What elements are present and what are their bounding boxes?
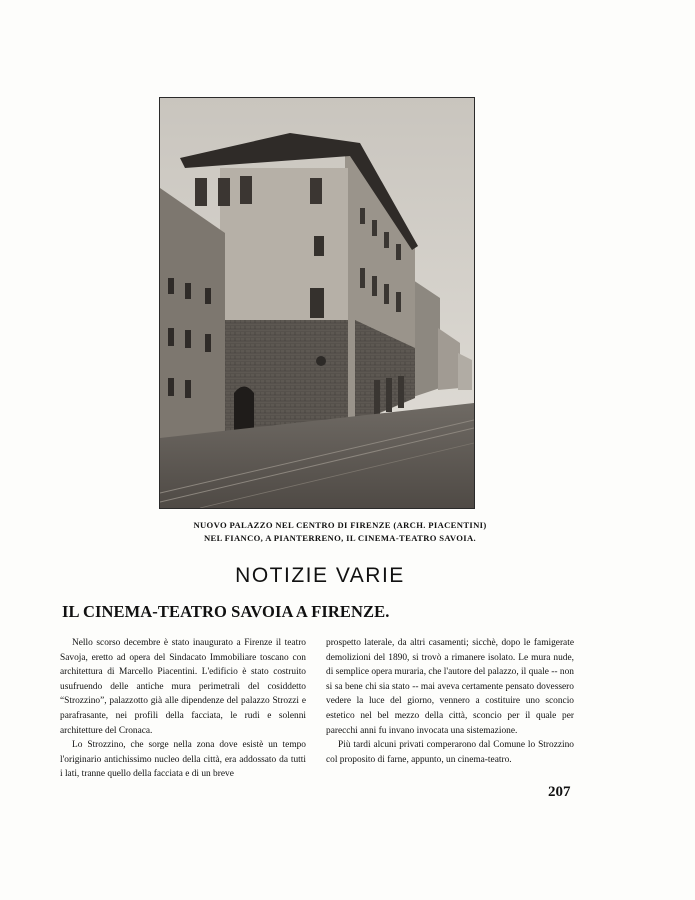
photo-caption [120,519,560,545]
right-paragraph-2: Più tardi alcuni privati comperarono dal Comune lo Strozzino col proposito di farne, appunto, un cinema-teatro. [326,740,574,765]
page-number: 207 [548,784,571,800]
building-photo [159,97,475,509]
left-paragraph-2: Lo Strozzino, che sorge nella zona dove esistè un tempo l'originario antichissimo nucleo della città, era addossato da tutti i lati, tranne quello della facciata e di un breve [60,740,306,780]
section-title: NOTIZIE VARIE [235,564,405,587]
article-title: IL CINEMA-TEATRO SAVOIA A FIRENZE. [62,602,390,621]
left-paragraph-1: Nello scorso decembre è stato inaugurato a Firenze il teatro Savoja, eretto ad opera del Sindacato Immobiliare toscano con architettura di Marcello Piacentini. L'edificio è stato costruito usufruendo delle antiche mura perimetrali del cosiddetto “Strozzino”, palazzotto già alle dipendenze del palazzo Strozzi e parafrasante, nei profili della facciata, le rudi e solenni architetture del Cronaca. [60,638,306,736]
left-column [60,636,306,782]
caption-line-2: NEL FIANCO, A PIANTERRENO, IL CINEMA-TEATRO SAVOIA. [203,533,477,543]
caption-line-1: NUOVO PALAZZO NEL CENTRO DI FIRENZE (ARCH. PIACENTINI) [193,520,487,530]
building-photo-drawing [160,98,474,508]
right-column [326,636,574,767]
right-paragraph-1: prospetto laterale, da altri casamenti; sicchè, dopo le famigerate demolizioni del 1890, si trovò a rimanere isolato. Le mura nude, di semplice opera muraria, che l'autore del palazzo, il quale -- non si sa bene chi sia stato -- mai aveva certamente pensato dovessero vedere la luce del giorno, vennero a costituire uno sconcio estetico nel bel mezzo della città, sconcio per il quale per parecchi anni fu invano invocata una sistemazione. [326,638,574,736]
